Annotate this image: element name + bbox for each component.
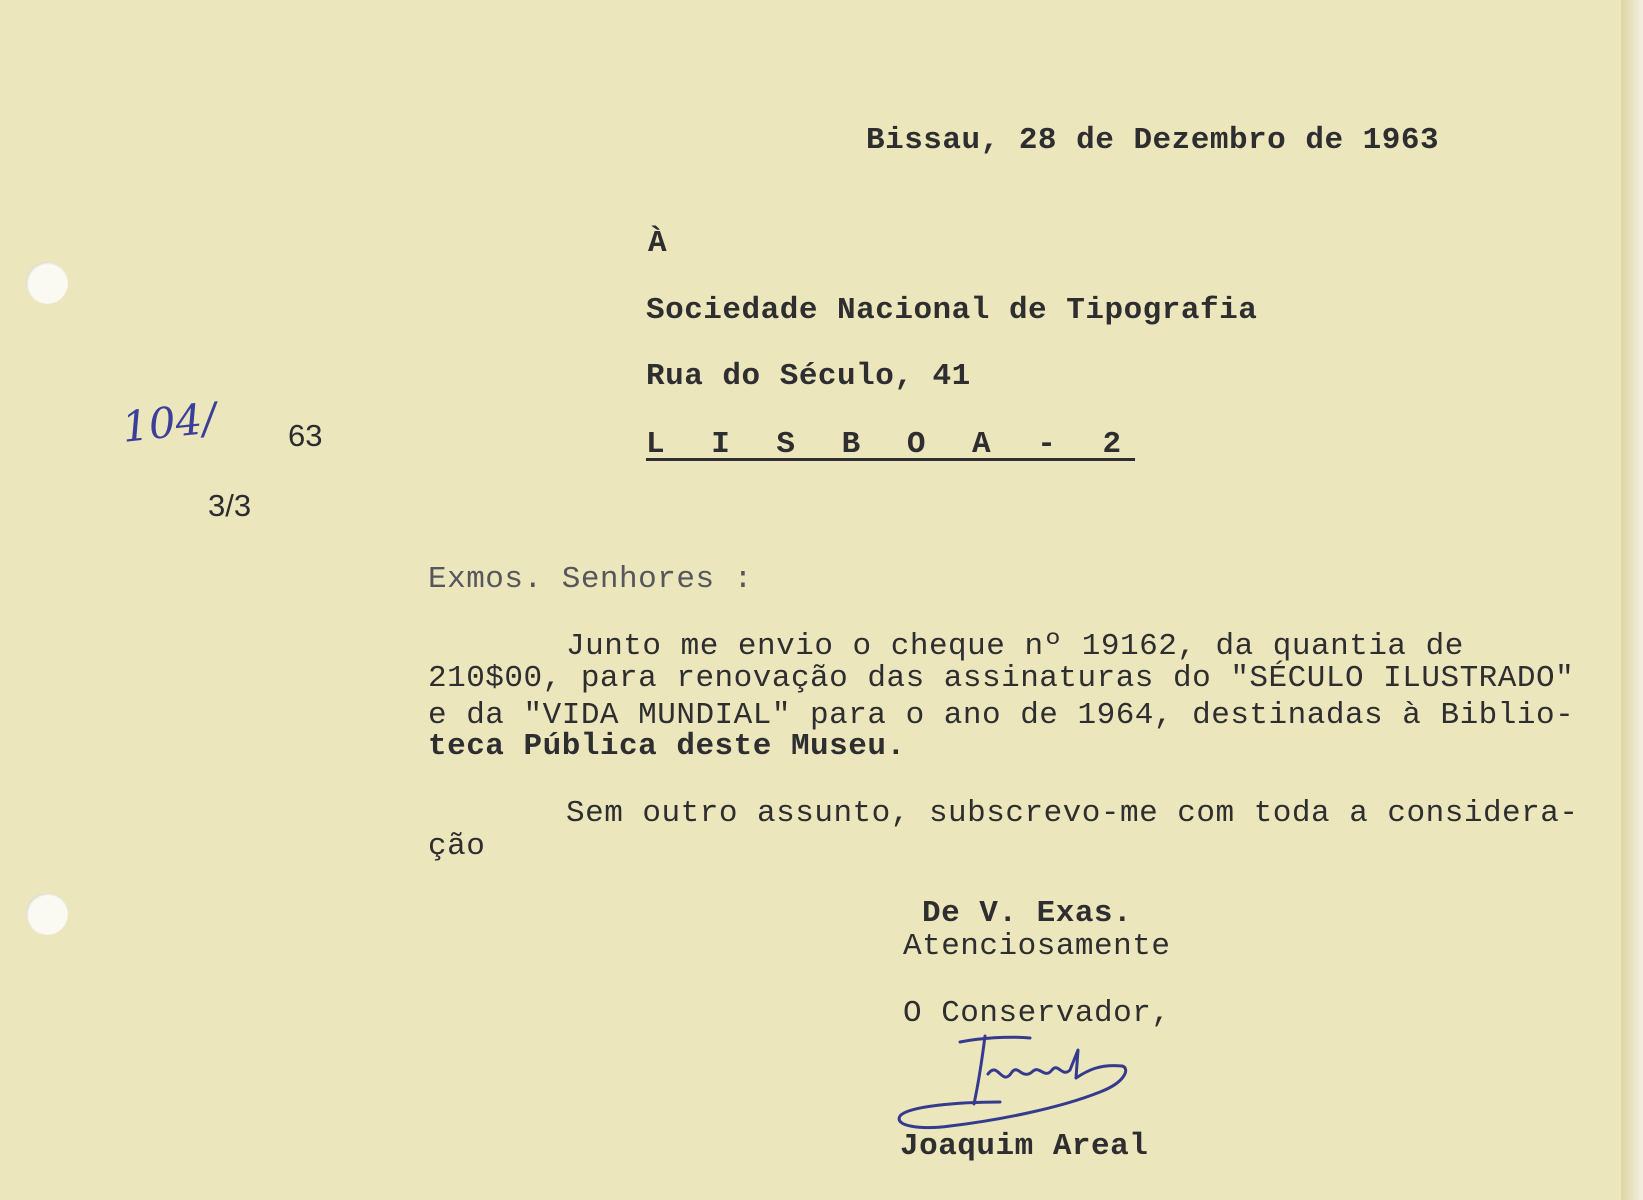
signature [890, 1030, 1180, 1140]
body-line: e da "VIDA MUNDIAL" para o ano de 1964, destinadas à Biblio- [428, 698, 1575, 733]
closing-line: ção [428, 829, 486, 864]
reference-page: 3/3 [208, 488, 252, 523]
recipient-city: L I S B O A - 2 [646, 427, 1136, 462]
recipient-prefix: À [648, 226, 668, 261]
body-line: teca Pública deste Museu. [428, 729, 906, 764]
recipient-street: Rua do Século, 41 [646, 359, 971, 394]
signer-title: O Conservador, [903, 996, 1171, 1031]
punch-hole [26, 262, 68, 304]
valediction: De V. Exas. [922, 896, 1133, 931]
closing-line: Sem outro assunto, subscrevo-me com toda a considera- [566, 796, 1579, 831]
salutation: Exmos. Senhores : [428, 562, 753, 597]
signer-name: Joaquim Areal [900, 1129, 1149, 1164]
recipient-name: Sociedade Nacional de Tipografia [646, 293, 1258, 328]
body-line: 210$00, para renovação das assinaturas do "SÉCULO ILUSTRADO" [428, 661, 1575, 696]
letter-date: Bissau, 28 de Dezembro de 1963 [866, 123, 1440, 158]
reference-year: 63 [288, 418, 323, 453]
page-edge [1621, 0, 1643, 1200]
reference-number: 104/ [119, 393, 219, 452]
punch-hole [26, 893, 68, 935]
valediction: Atenciosamente [903, 929, 1171, 964]
body-line: Junto me envio o cheque nº 19162, da quantia de [566, 629, 1464, 664]
